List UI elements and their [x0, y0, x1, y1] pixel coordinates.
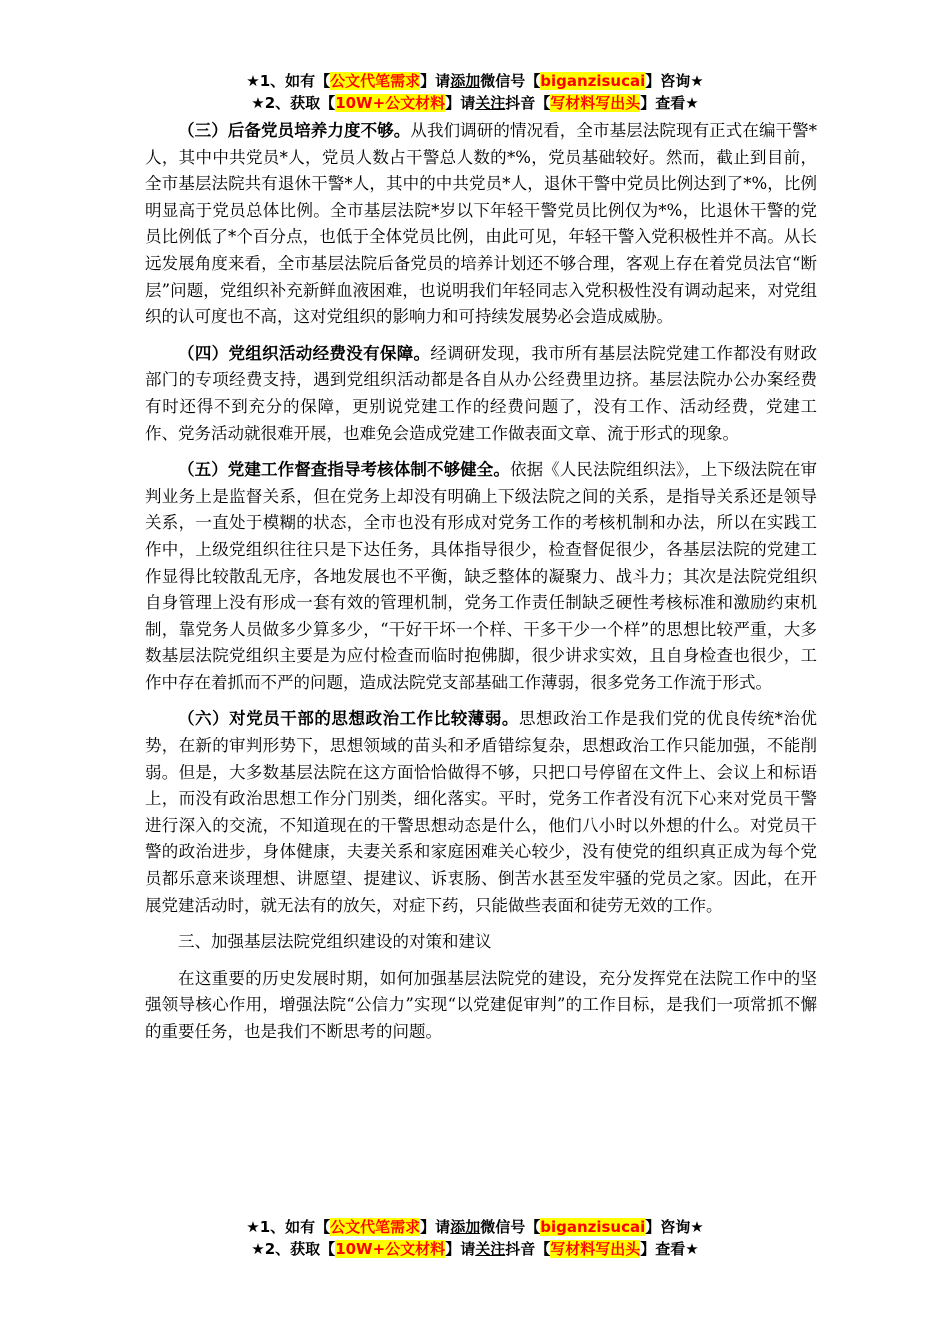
section-paragraph-5 [145, 457, 817, 696]
banner-line-1 [0, 70, 950, 92]
banner-text: 】请 [420, 1218, 451, 1236]
banner-text: 】请 [445, 1240, 476, 1258]
highlight-materials: 10W+公文材料 [335, 94, 446, 112]
document-body [145, 118, 817, 1056]
banner-text: 抖音【 [505, 1240, 551, 1258]
banner-text: 】请 [420, 72, 451, 90]
banner-text: ★1、如有【 [246, 1218, 331, 1236]
section-heading-3: 三、加强基层法院党组织建设的对策和建议 [178, 932, 492, 952]
highlight-douyin-account: 写材料写出头 [550, 1240, 641, 1258]
banner-line-2 [0, 1238, 950, 1260]
banner-underline-text: 添加 [450, 1218, 481, 1236]
banner-text: ★2、获取【 [251, 1240, 336, 1258]
section-lead: （五）党建工作督查指导考核体制不够健全。 [178, 460, 510, 480]
section-lead: （三）后备党员培养力度不够。 [178, 121, 411, 140]
section-text: 经调研发现，我市所有基层法院党建工作都没有财政部门的专项经费支持，遇到党组织活动都是各自从办公经费里边挤。基层法院办公办案经费有时还得不到充分的保障，更别说党建工作的经费问题了，没有工作、活动经费，党建工作、党务活动就很难开展，也难免会造成党建工作做表面文章、流于形式的现象。 [145, 343, 818, 443]
section-lead: （四）党组织活动经费没有保障。 [178, 343, 431, 363]
banner-text: 】请 [445, 94, 476, 112]
section-paragraph-4 [145, 341, 817, 447]
section-text: 思想政治工作是我们党的优良传统*治优势，在新的审判形势下，思想领域的苗头和矛盾错综复杂，思想政治工作只能加强，不能削弱。但是，大多数基层法院在这方面恰恰做得不够，只把口号停留在文件上、会议上和标语上，而没有政治思想工作分门别类，细化落实。平时，党务工作者没有沉下心来对党员干警进行深入的交流，不知道现在的干警思想动态是什么，他们八小时以外想的什么。对党员干警的政治进步，身体健康，夫妻关系和家庭困难关心较少，没有使党的组织真正成为每个党员都乐意来谈理想、讲愿望、提建议、诉衷肠、倒苦水甚至发牢骚的党员之家。因此，在开展党建活动时，就无法有的放矢，对症下药，只能做些表面和徒劳无效的工作。 [145, 709, 818, 915]
banner-text: 抖音【 [505, 94, 551, 112]
top-banner [0, 70, 950, 114]
closing-paragraph: 在这重要的历史发展时期，如何加强基层法院党的建设，充分发挥党在法院工作中的坚强领导核心作用，增强法院“公信力”实现“以党建促审判”的工作目标，是我们一项常抓不懈的重要任务，也是我们不断思考的问题。 [145, 968, 817, 1041]
section-text: 依据《人民法院组织法》，上下级法院在审判业务上是监督关系，但在党务上却没有明确上下级法院之间的关系，是指导关系还是领导关系，一直处于模糊的状态，全市也没有形成对党务工作的考核机制和办法，所以在实践工作中，上级党组织往往只是下达任务，具体指导很少，检查督促很少，各基层法院的党建工作显得比较散乱无序，各地发展也不平衡，缺乏整体的凝聚力、战斗力；其次是法院党组织自身管理上没有形成一套有效的管理机制，党务工作责任制缺乏硬性考核标准和激励约束机制，靠党务人员做多少算多少，“干好干坏一个样、干多干少一个样”的思想比较严重，大多数基层法院党组织主要是为应付检查而临时抱佛脚，很少讲求实效，且自身检查也很少，工作中存在着抓而不严的问题，造成法院党支部基础工作薄弱，很多党务工作流于形式。 [145, 460, 818, 692]
section-paragraph-6 [145, 706, 817, 919]
section-text: 从我们调研的情况看，全市基层法院现有正式在编干警*人，其中中共党员*人，党员人数占干警总人数的*%，党员基础较好。然而，截止到目前，全市基层法院共有退休干警*人，其中的中共党员*人，退休干警中党员比例达到了*%，比例明显高于党员总体比例。全市基层法院*岁以下年轻干警党员比例仅为*%，比退休干警的党员比例低了*个百分点，也低于全体党员比例，由此可见，年轻干警入党积极性并不高。从长远发展角度来看，全市基层法院后备党员的培养计划还不够合理，客观上存在着党员法官“断层”问题，党组织补充新鲜血液困难，也说明我们年轻同志入党积极性没有调动起来，对党组织的认可度也不高，这对党组织的影响力和可持续发展势必会造成威胁。 [145, 121, 818, 327]
banner-line-1 [0, 1216, 950, 1238]
highlight-writing-service: 公文代笔需求 [330, 1218, 421, 1236]
banner-text: 微信号【 [480, 1218, 541, 1236]
banner-text: 】查看★ [640, 1240, 699, 1258]
banner-line-2 [0, 92, 950, 114]
banner-underline-text: 关注 [475, 94, 506, 112]
banner-text: 】咨询★ [645, 1218, 704, 1236]
highlight-douyin-account: 写材料写出头 [550, 94, 641, 112]
banner-underline-text: 添加 [450, 72, 481, 90]
banner-text: 】查看★ [640, 94, 699, 112]
highlight-materials: 10W+公文材料 [335, 1240, 446, 1258]
banner-text: 】咨询★ [645, 72, 704, 90]
banner-text: ★2、获取【 [251, 94, 336, 112]
banner-underline-text: 关注 [475, 1240, 506, 1258]
section-paragraph-3 [145, 118, 817, 331]
banner-text: ★1、如有【 [246, 72, 331, 90]
banner-text: 微信号【 [480, 72, 541, 90]
highlight-writing-service: 公文代笔需求 [330, 72, 421, 90]
highlight-wechat-id: biganzisucai [540, 1218, 646, 1236]
bottom-banner [0, 1216, 950, 1260]
highlight-wechat-id: biganzisucai [540, 72, 646, 90]
section-lead: （六）对党员干部的思想政治工作比较薄弱。 [178, 709, 519, 729]
